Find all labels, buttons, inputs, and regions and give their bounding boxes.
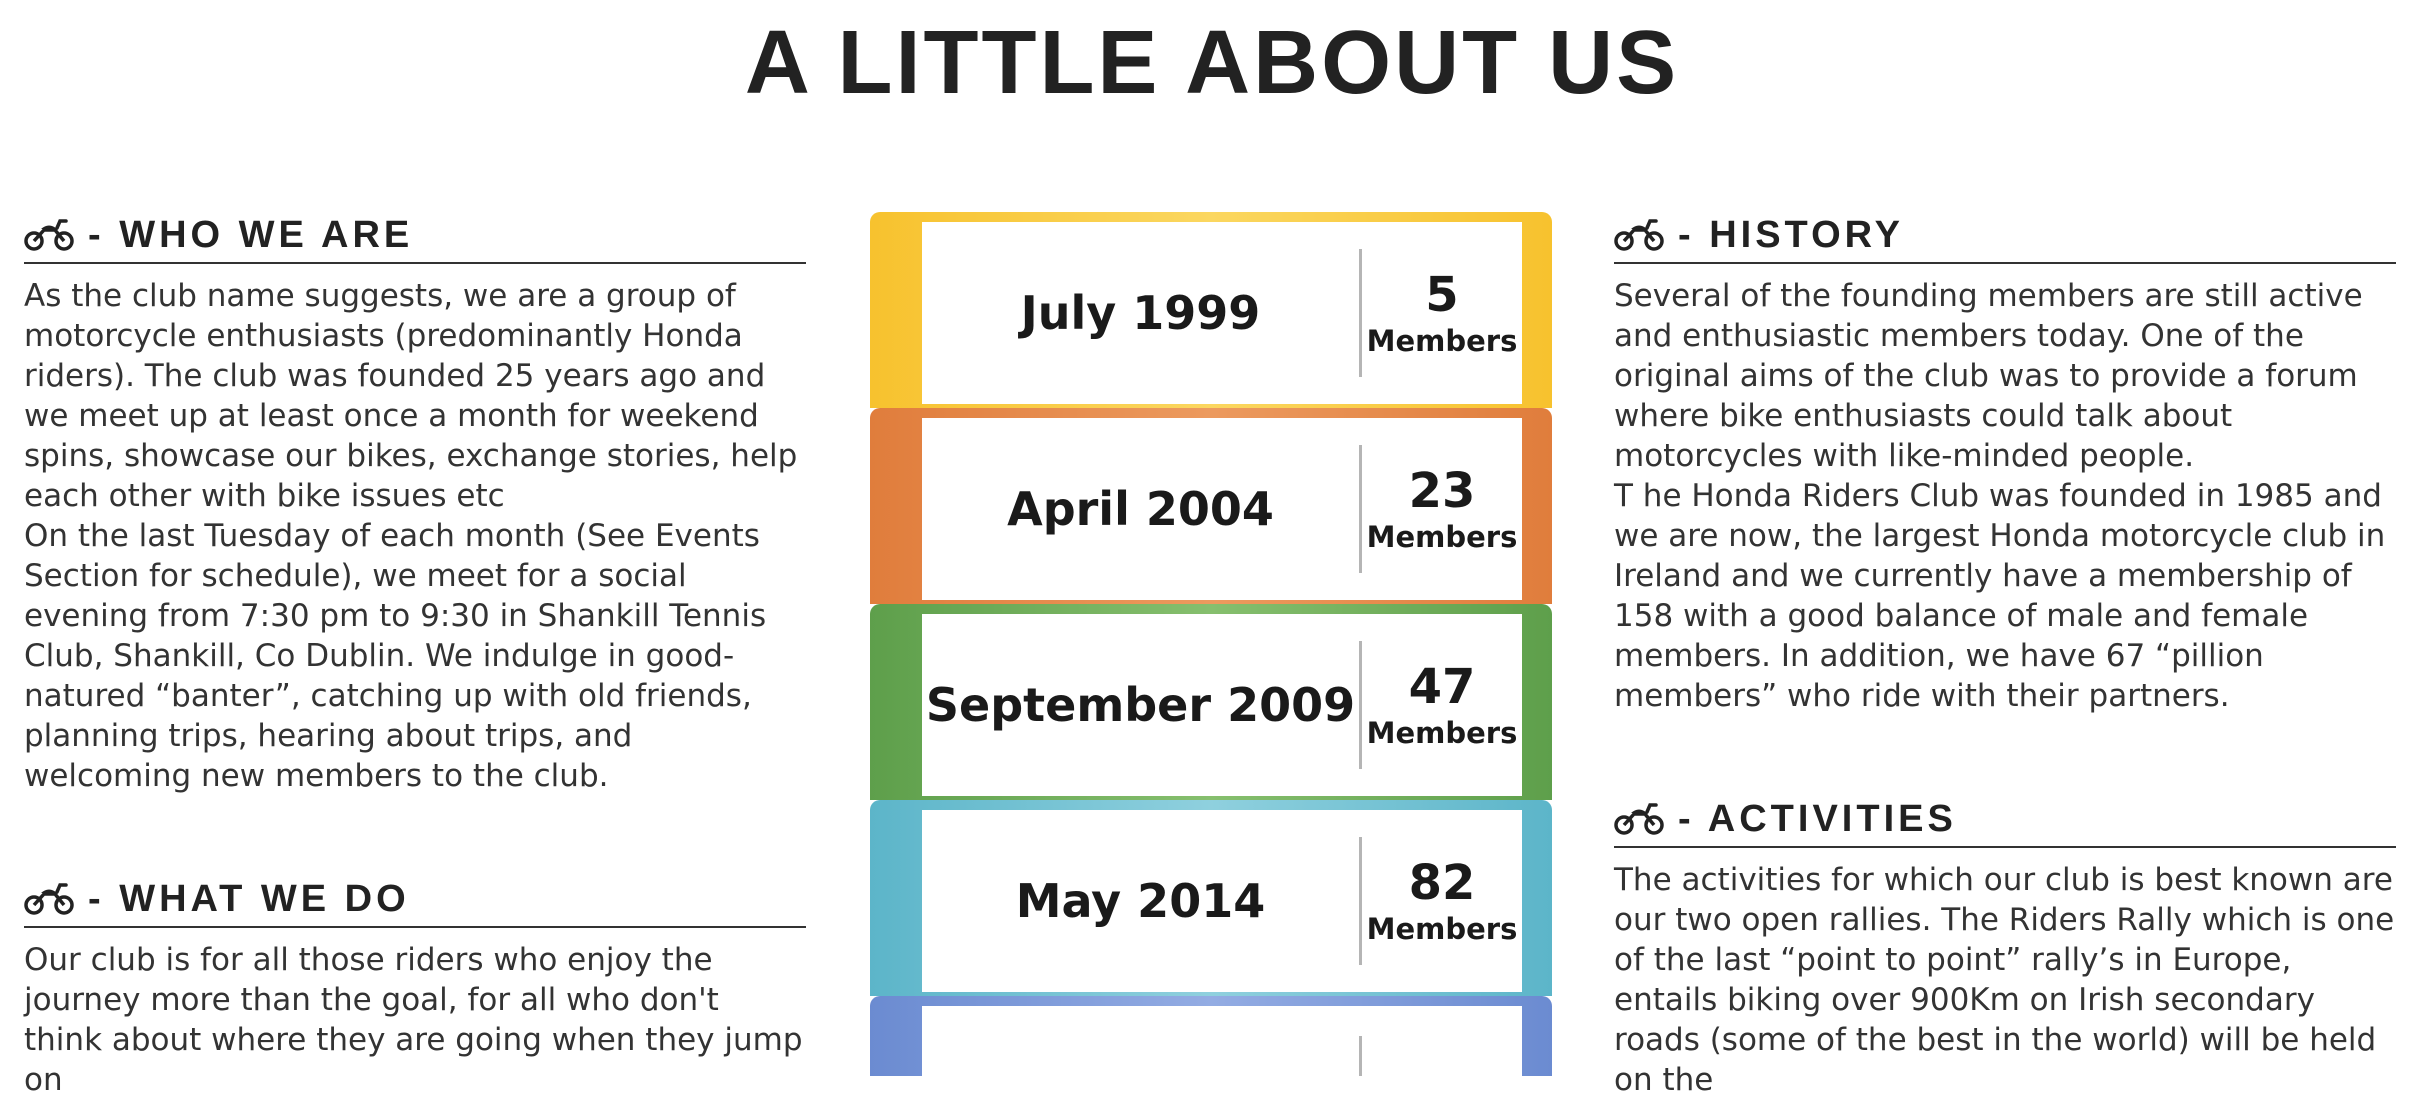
who-we-are-paragraph: On the last Tuesday of each month (See Events Section for schedule), we meet for a social evening from 7:30 pm to 9:30 in Shankill Tennis Club, Shankill, Co Dublin. We indulge in good-natured “banter”, catching up with old friends, planning trips, hearing about trips, and welcoming new members to the club. [24,518,767,794]
members-label: Members [1366,911,1518,946]
timeline-item [870,212,1552,408]
motorcycle-icon [1614,802,1664,836]
membership-timeline [870,212,1552,1076]
activities-section [1614,796,2396,1100]
what-we-do-section [24,876,806,1100]
timeline-item [870,604,1552,800]
what-we-do-title: - WHAT WE DO [88,877,410,920]
what-we-do-paragraph: Our club is for all those riders who enjoy the journey more than the goal, for all who don't think about where they are going when they jump on [24,942,803,1098]
members-label: Members [1366,715,1518,750]
activities-title: - ACTIVITIES [1678,797,1957,840]
page-title: A LITTLE ABOUT US [744,13,1680,113]
timeline-card [922,614,1522,796]
who-we-are-section [24,212,806,796]
timeline-members [1362,658,1522,750]
timeline-card [922,418,1522,600]
who-we-are-text [24,276,806,796]
motorcycle-icon [24,218,74,252]
what-we-do-text [24,940,806,1100]
timeline-members [1362,854,1522,946]
history-paragraph: T he Honda Riders Club was founded in 1985 and we are now, the largest Honda motorcycle club in Ireland and we currently have a membership of 158 with a good balance of male and female members. In addition, we have 67 “pillion members” who ride with their partners. [1614,478,2386,714]
timeline-card [922,1006,1522,1076]
timeline-members [1362,266,1522,358]
timeline-item-partial [870,996,1552,1076]
members-count: 82 [1408,854,1476,911]
timeline-divider [1359,1036,1362,1076]
timeline-date: May 2014 [1015,874,1266,928]
activities-paragraph: The activities for which our club is best known are our two open rallies. The Riders Rally which is one of the last “point to point” rally’s in Europe, entails biking over 900Km on Irish secondary roads (some of the best in the world) will be held on the [1614,862,2395,1098]
activities-text [1614,860,2396,1100]
motorcycle-icon [1614,218,1664,252]
timeline-members [1362,462,1522,554]
activities-heading [1614,796,2396,848]
members-count: 47 [1408,658,1476,715]
timeline-card [922,222,1522,404]
members-label: Members [1366,323,1518,358]
history-section [1614,212,2396,716]
timeline-item [870,408,1552,604]
history-text [1614,276,2396,716]
motorcycle-icon [24,882,74,916]
what-we-do-heading [24,876,806,928]
timeline-card [922,810,1522,992]
history-paragraph: Several of the founding members are still active and enthusiastic members today. One of the original aims of the club was to provide a forum where bike enthusiasts could talk about motorcycles with like-minded people. [1614,278,2363,474]
timeline-date: September 2009 [925,678,1356,732]
timeline-date: April 2004 [1007,482,1274,536]
members-label: Members [1366,519,1518,554]
who-we-are-heading [24,212,806,264]
history-title: - HISTORY [1678,213,1905,256]
members-count: 23 [1408,462,1476,519]
members-count: 5 [1425,266,1459,323]
history-heading [1614,212,2396,264]
timeline-date: July 1999 [1020,286,1261,340]
timeline-item [870,800,1552,996]
who-we-are-paragraph: As the club name suggests, we are a group of motorcycle enthusiasts (predominantly Honda riders). The club was founded 25 years ago and we meet up at least once a month for weekend spins, showcase our bikes, exchange stories, help each other with bike issues etc [24,278,798,514]
who-we-are-title: - WHO WE ARE [88,213,414,256]
